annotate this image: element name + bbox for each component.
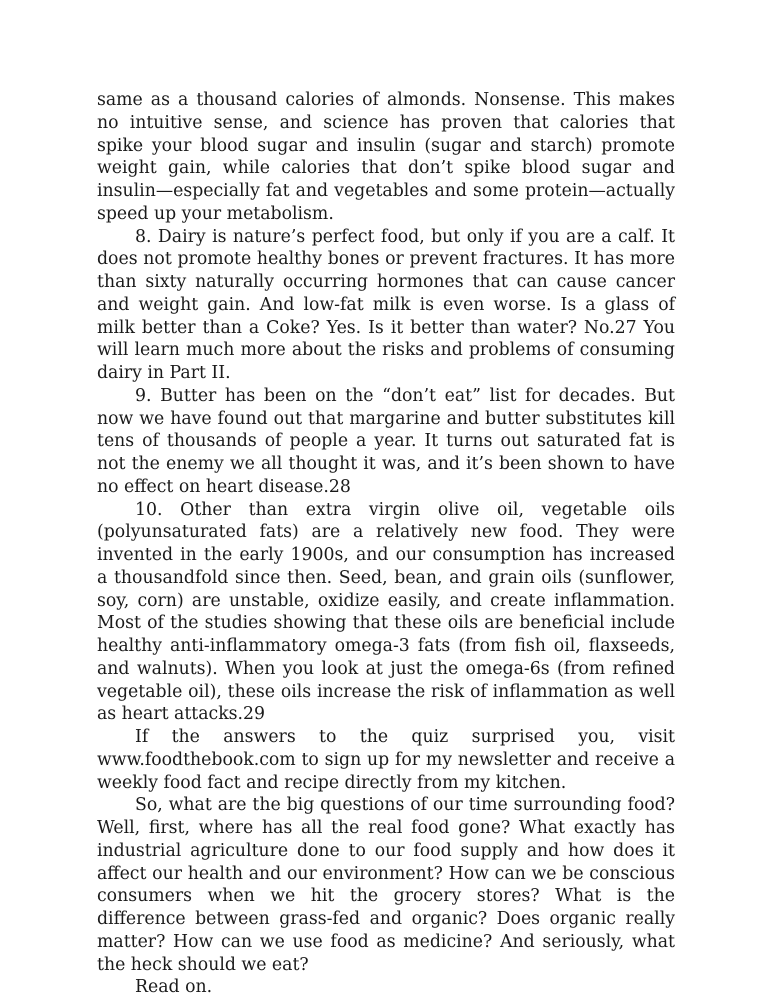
paragraph-read-on: Read on. [135,977,213,998]
paragraph-quiz-newsletter: If the answers to the quiz surprised you, visit www.foodthebook.com to sign up for my newsletter and receive a weekly food fact and recipe directly from my kitchen. [97,727,675,793]
page-body [97,89,675,999]
paragraph-vegetable-oils: 10. Other than extra virgin olive oil, vegetable oils (polyunsaturated fats) are a relatively new food. They were invented in the early 1900s, and our consumption has increased a thousandfold since then. Seed, bean, and grain oils (sunflower, soy, corn) are unstable, oxidize easily, and create inflammation. Most of the studies showing that these oils are beneficial include healthy anti-inflammatory omega-3 fats (from fish oil, flaxseeds, and walnuts). When you look at just the omega-6s (from refined vegetable oil), these oils increase the risk of inflammation as well as heart attacks.29 [97,499,675,725]
paragraph-calories-continued: same as a thousand calories of almonds. Nonsense. This makes no intuitive sense, and science has proven that calories that spike your blood sugar and insulin (sugar and starch) promote weight gain, while calories that don’t spike blood sugar and insulin—especially fat and vegetables and some protein—actually speed up your metabolism. [97,90,675,224]
paragraph-butter: 9. Butter has been on the “don’t eat” list for decades. But now we have found out that margarine and butter substitutes kill tens of thousands of people a year. It turns out saturated fat is not the enemy we all thought it was, and it’s been shown to have no effect on heart disease.28 [97,385,675,497]
paragraph-dairy: 8. Dairy is nature’s perfect food, but only if you are a calf. It does not promote healthy bones or prevent fractures. It has more than sixty naturally occurring hormones that can cause cancer and weight gain. And low-fat milk is even worse. Is a glass of milk better than a Coke? Yes. Is it better than water? No.27 You will learn much more about the risks and problems of consuming dairy in Part II. [97,226,675,383]
paragraph-big-questions: So, what are the big questions of our time surrounding food? Well, first, where has all the real food gone? What exactly has industrial agriculture done to our food supply and how does it affect our health and our environment? How can we be conscious consumers when we hit the grocery stores? What is the difference between grass-fed and organic? Does organic really matter? How can we use food as medicine? And seriously, what the heck should we eat? [97,795,675,975]
